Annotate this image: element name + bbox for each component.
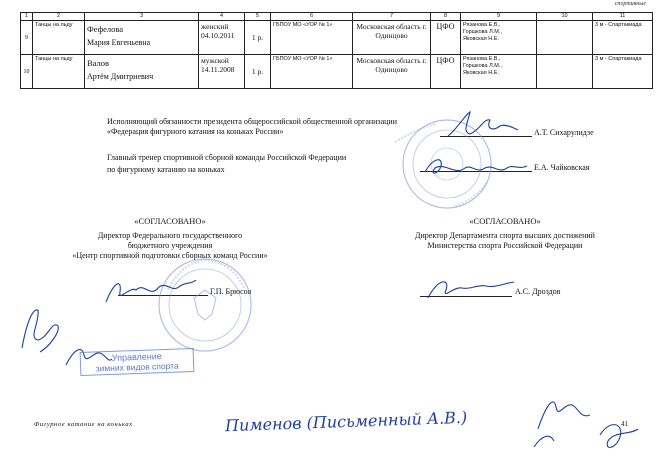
signer2-position: Главный тренер спортивной сборной команды Российской Федерации по фигурному катанию на коньках [107,153,347,174]
bottom-signatures [520,385,650,460]
col-header: 1 [21,13,33,21]
footer-left: Фигурное катание на коньках [34,421,133,428]
region: Московская область г. Одинцово [353,55,431,89]
signer1-position: Исполняющий обязанности президента общероссийской общественной организации «Федерация фигурного катания на коньках России» [107,117,397,136]
table-row [21,55,653,89]
rank: 1 р. [245,21,271,55]
col-header: 8 [431,13,461,21]
school: ГБПОУ МО «УОР № 1» [271,21,353,55]
athlete-name: Фефелова Мария Евгеньевна [85,21,199,55]
col-header: 6 [271,13,353,21]
header-note: спортивные [614,1,646,7]
coaches: Рязанова Е.В., Горшкова Л.М., Яковская Н.Е. [461,21,537,55]
signature-drozdov [420,272,520,306]
col-header: 7 [353,13,431,21]
signature-bryusov [100,272,200,312]
sex-dob: мужской 14.11.2008 [199,55,245,89]
approve-left: «СОГЛАСОВАНО» Директор Федерального государственного бюджетного учреждения «Центр спортивной подготовки сборных команд России» [72,216,268,260]
page-number: 41 [621,420,628,428]
col-header: 11 [593,13,653,21]
event: 3 м - Спартакиада [593,21,653,55]
sex-dob: женский 04.10.2011 [199,21,245,55]
handwritten-note: Пименов (Письменный А.В.) [224,407,468,436]
rank: 1 р. [245,55,271,89]
col-header: 3 [85,13,199,21]
col-header: 9 [461,13,537,21]
row-number: 9 [21,21,33,55]
region: Московская область г. Одинцово [353,21,431,55]
note [537,21,593,55]
federal-district: ЦФО [431,55,461,89]
signer2-name: Е.А. Чайковская [534,163,590,172]
row-number: 10 [21,55,33,89]
note [537,55,593,89]
col-header: 10 [537,13,593,21]
approve-left-name: Г.П. Брюсов [210,287,252,296]
approve-right: «СОГЛАСОВАНО» Директор Департамента спорта высших достижений Министерства спорта Российской Федерации [415,216,595,250]
discipline: Танцы на льду [33,55,85,89]
federal-district: ЦФО [431,21,461,55]
table-header-row [21,13,653,21]
col-header: 4 [199,13,245,21]
col-header: 5 [245,13,271,21]
department-stamp: Управление зимних видов спорта [80,348,195,376]
approve-right-name: А.С. Дроздов [515,287,561,296]
signature-sikharulidze [440,108,530,142]
table-row [21,21,653,55]
event: 3 м - Спартакиада [593,55,653,89]
col-header: 2 [33,13,85,21]
discipline: Танцы на льду [33,21,85,55]
coaches: Рязанова Е.В., Горшкова Л.М., Яковская Н.Е. [461,55,537,89]
school: ГБПОУ МО «УОР № 1» [271,55,353,89]
athlete-table [20,12,653,89]
signer1-name: А.Т. Сихарулидзе [534,128,594,137]
signature-chaikovskaya [415,150,535,184]
athlete-name: Валов Артём Дмитриевич [85,55,199,89]
